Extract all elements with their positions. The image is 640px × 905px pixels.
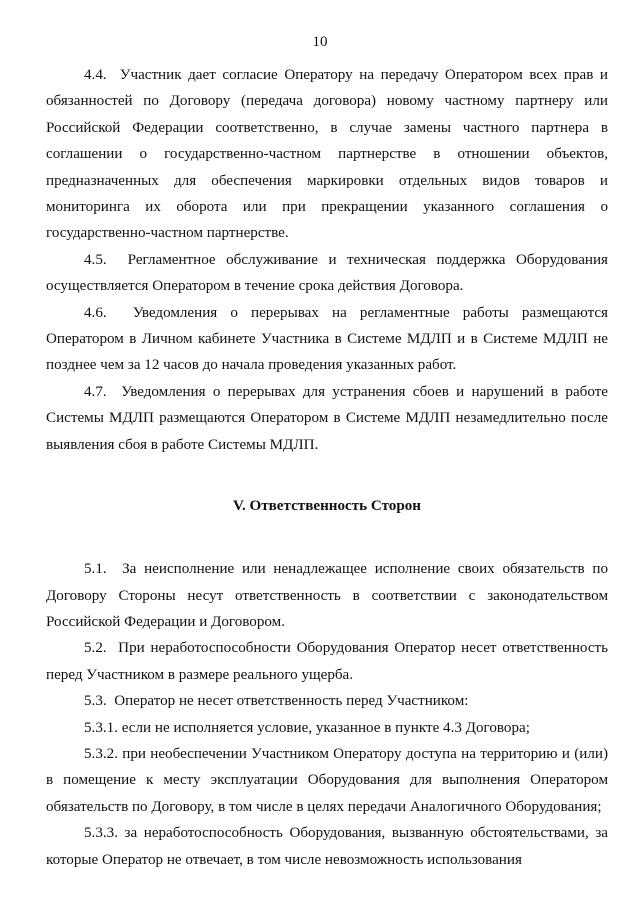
paragraph-5-3-2: 5.3.2. при необеспечении Участником Оператору доступа на территорию и (или) в помещение к месту эксплуатации Оборудования для выполнения Оператором обязательств по Договору, в том числе в целях передачи Аналогичного Оборудования; xyxy=(46,745,608,815)
paragraph-5-3-3: 5.3.3. за неработоспособность Оборудования, вызванную обстоятельствами, за которые Оператор не отвечает, в том числе невозможность использования xyxy=(46,825,608,868)
paragraph-5-1: 5.1. За неисполнение или ненадлежащее исполнение своих обязательств по Договору Стороны несут ответственность в соответствии с законодательством Российской Федерации и Договором. xyxy=(46,561,608,630)
paragraph-4-6: 4.6. Уведомления о перерывах на регламентные работы размещаются Оператором в Личном кабинете Участника в Системе МДЛП и в Системе МДЛП не позднее чем за 12 часов до начала проведения указанных работ. xyxy=(46,304,608,374)
paragraph-4-7: 4.7. Уведомления о перерывах для устранения сбоев и нарушений в работе Системы МДЛП размещаются Оператором в Системе МДЛП незамедлительно после выявления сбоя в работе Системы МДЛП. xyxy=(46,383,608,453)
page-number: 10 xyxy=(312,34,328,50)
paragraph-5-3: 5.3. Оператор не несет ответственность перед Участником: xyxy=(84,693,469,710)
paragraph-5-2: 5.2. При неработоспособности Оборудования Оператор несет ответственность перед Участником в размере реального ущерба. xyxy=(46,640,608,683)
paragraph-4-5: 4.5. Регламентное обслуживание и техническая поддержка Оборудования осуществляется Оператором в течение срока действия Договора. xyxy=(46,251,608,295)
paragraph-5-3-1: 5.3.1. если не исполняется условие, указанное в пункте 4.3 Договора; xyxy=(84,719,530,736)
document-body xyxy=(46,62,608,873)
paragraph-4-4: 4.4. Участник дает согласие Оператору на передачу Оператором всех прав и обязанностей по Договору (передача договора) новому частному партнеру или Российской Федерации соответственно, в случае замены частного партнера в соглашении о государственно-частном партнерстве в отношении объектов, предназначенных для обеспечения маркировки отдельных видов товаров и мониторинга их оборота или при прекращении указанного соглашения о государственно-частном партнерстве. xyxy=(46,67,608,242)
section-title: V. Ответственность Сторон xyxy=(233,498,421,515)
